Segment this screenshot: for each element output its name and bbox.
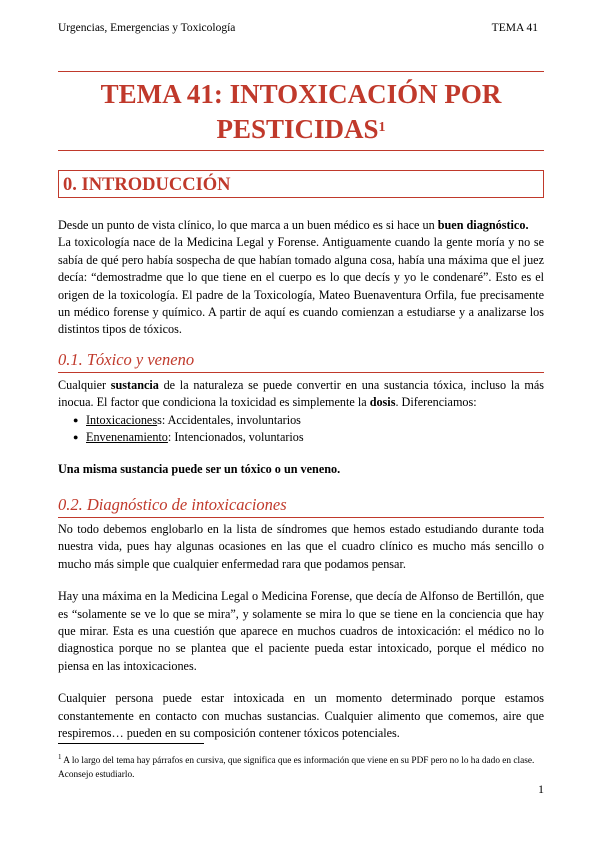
toxico-paragraph	[58, 377, 544, 412]
toxico-p-bold-sustancia: sustancia	[110, 378, 159, 392]
intro-paragraph-1	[58, 217, 544, 234]
footnote	[58, 751, 544, 782]
intro-paragraphs	[58, 217, 544, 339]
diagnostico-paragraph-2: Hay una máxima en la Medicina Legal o Medicina Forense, que decía de Alfonso de Bertillón, que es “solamente se ve lo que se mira”, y solamente se mira lo que se tiene en la conciencia que hay que mirar. Esta es una cuestión que aparece en muchos cuadros de intoxicación: el médico no lo diagnostica porque no se plantea que el paciente pueda estar intoxicado, porque el médico no piensa en las intoxicaciones.	[58, 589, 544, 673]
intro-paragraph-2: La toxicología nace de la Medicina Legal y Forense. Antiguamente cuando la gente moría y no se sabía de qué pero había sospecha de que habían tomado alguna cosa, había una máxima que el juez decía: “demostradme que lo que tiene en el cuerpo es lo que decís y yo le condenaré”. Esto es el origen de la toxicología. El padre de la Toxicología, Mateo Buenaventura Orfila, fue precisamente un médico forense y químico. A partir de aquí es cuando comienzan a estudiarse y a analizarse los distintos tipos de tóxicos.	[58, 235, 544, 337]
subsection-rule-2	[58, 517, 544, 518]
toxico-p-c: . Diferenciamos:	[395, 395, 477, 410]
header-right: TEMA 41	[491, 22, 538, 34]
toxico-veneno-body	[58, 377, 544, 478]
subsection-heading-toxico-veneno: 0.1. Tóxico y veneno	[58, 350, 195, 369]
page-number: 1	[538, 782, 544, 796]
section-heading-introduccion: 0. INTRODUCCIÓN	[58, 170, 544, 198]
intro-p1-bold: buen diagnóstico.	[437, 218, 529, 232]
title-line-1: TEMA 41: INTOXICACIÓN POR	[100, 79, 502, 109]
diagnostico-body	[58, 521, 544, 742]
toxico-bullet-list	[58, 412, 544, 447]
subsection-rule-1	[58, 372, 544, 373]
toxico-conclusion: Una misma sustancia puede ser un tóxico o un veneno.	[58, 461, 341, 476]
bullet-term: Envenenamiento	[86, 430, 168, 445]
subsection-heading-diagnostico: 0.2. Diagnóstico de intoxicaciones	[58, 495, 287, 514]
footnote-rule	[58, 743, 204, 744]
bullet-desc: : Intencionados, voluntarios	[167, 430, 304, 445]
intro-p1-text: Desde un punto de vista clínico, lo que marca a un buen médico es si hace un	[58, 218, 438, 232]
title-top-rule	[58, 71, 544, 72]
header-left: Urgencias, Emergencias y Toxicología	[58, 22, 236, 34]
footnote-text: A lo largo del tema hay párrafos en cursiva, que significa que es información que viene en su PDF pero no lo ha dado en clase. Aconsejo estudiarlo.	[58, 756, 535, 780]
toxico-p-a: Cualquier	[58, 378, 111, 392]
toxico-p-b: de la naturaleza se puede convertir en una sustancia tóxica, incluso la más inocua. El factor que condiciona la toxicidad es simplemente la	[58, 378, 544, 410]
list-item	[58, 412, 544, 429]
bullet-term: Intoxicaciones	[86, 412, 158, 427]
title-line-2	[58, 112, 544, 147]
toxico-p-bold-dosis: dosis	[369, 395, 396, 410]
bullet-desc: s: Accidentales, involuntarios	[157, 412, 301, 427]
footnote-mark: 1	[58, 753, 62, 761]
diagnostico-paragraph-3: Cualquier persona puede estar intoxicada en un momento determinado porque estamos constantemente en contacto con muchas sustancias. Cualquier alimento que comemos, aire que respiremos… pueden en su composición contener tóxicos potenciales.	[58, 691, 544, 741]
list-item	[58, 429, 544, 446]
title-line-2-text: PESTICIDAS	[216, 114, 379, 144]
title-footnote-mark[interactable]: 1	[378, 120, 386, 135]
diagnostico-paragraph-1: No todo debemos englobarlo en la lista de síndromes que hemos estado estudiando durante toda nuestra vida, pues hay algunas ocasiones en las que el cuadro clínico es mucho más sencillo o mucho más simple que cualquier enfermedad rara que podamos pensar.	[58, 522, 544, 571]
title-bottom-rule	[58, 150, 544, 151]
page-title	[58, 77, 544, 147]
